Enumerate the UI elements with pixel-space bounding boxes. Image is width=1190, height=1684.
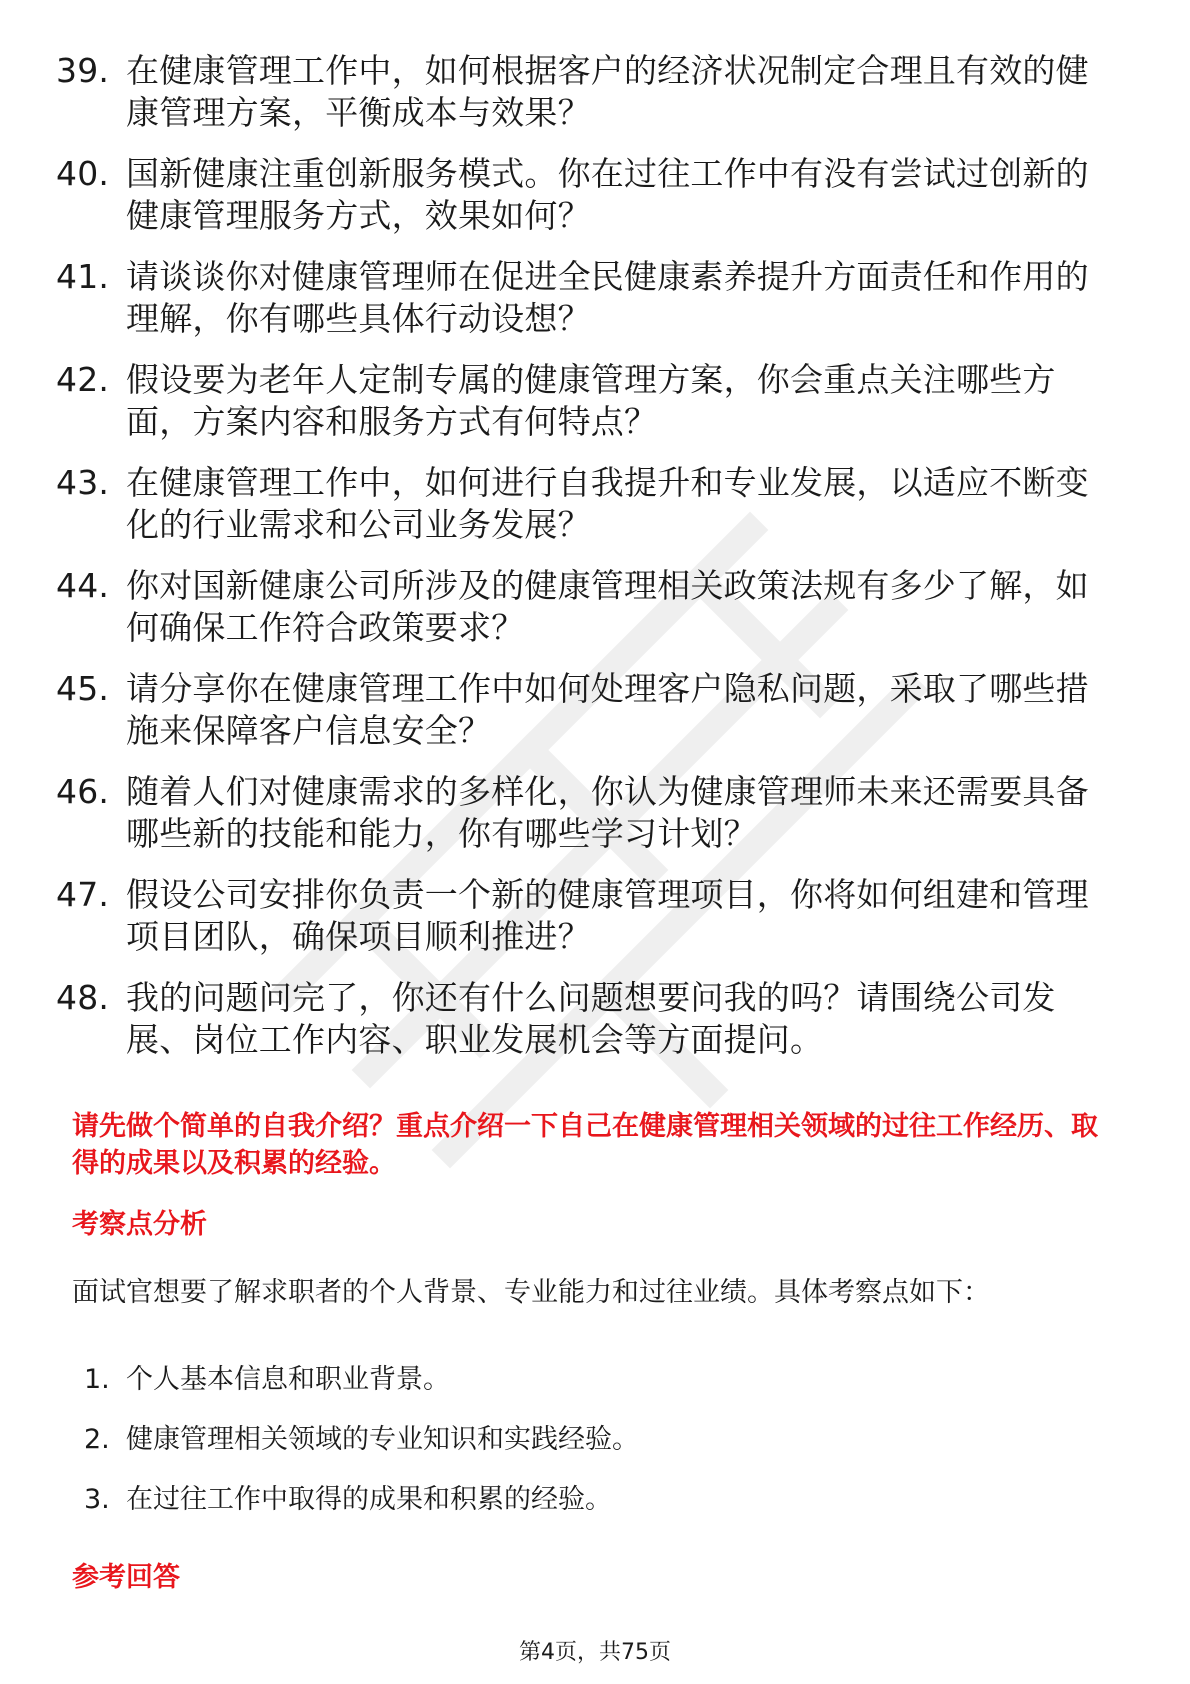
question-item xyxy=(56,50,1116,134)
analysis-intro: 面试官想要了解求职者的个人背景、专业能力和过往业绩。具体考察点如下： xyxy=(72,1277,990,1308)
point-number: 1. xyxy=(84,1364,110,1395)
analysis-point xyxy=(84,1422,639,1458)
question-item xyxy=(56,874,1116,958)
point-text: 在过往工作中取得的成果和积累的经验。 xyxy=(126,1484,612,1515)
question-number: 44. xyxy=(56,566,110,605)
question-number: 40. xyxy=(56,154,110,193)
highlighted-question: 请先做个简单的自我介绍？重点介绍一下自己在健康管理相关领域的过往工作经历、取得的成果以及积累的经验。 xyxy=(72,1111,1098,1179)
question-text: 在健康管理工作中，如何根据客户的经济状况制定合理且有效的健康管理方案，平衡成本与效果？ xyxy=(126,51,1089,132)
question-number: 42. xyxy=(56,360,110,399)
question-text: 随着人们对健康需求的多样化，你认为健康管理师未来还需要具备哪些新的技能和能力，你有哪些学习计划？ xyxy=(126,772,1089,853)
question-text: 国新健康注重创新服务模式。你在过往工作中有没有尝试过创新的健康管理服务方式，效果如何？ xyxy=(126,154,1089,235)
question-list xyxy=(56,50,1116,1080)
analysis-point xyxy=(84,1362,639,1398)
question-item xyxy=(56,359,1116,443)
question-text: 请谈谈你对健康管理师在促进全民健康素养提升方面责任和作用的理解，你有哪些具体行动设想？ xyxy=(126,257,1089,338)
question-number: 39. xyxy=(56,51,110,90)
question-number: 47. xyxy=(56,875,110,914)
question-item xyxy=(56,462,1116,546)
question-text: 假设要为老年人定制专属的健康管理方案，你会重点关注哪些方面，方案内容和服务方式有何特点？ xyxy=(126,360,1056,441)
question-item xyxy=(56,153,1116,237)
question-number: 46. xyxy=(56,772,110,811)
answer-heading: 参考回答 xyxy=(72,1562,180,1593)
question-text: 假设公司安排你负责一个新的健康管理项目，你将如何组建和管理项目团队，确保项目顺利推进？ xyxy=(126,875,1089,956)
question-number: 48. xyxy=(56,978,110,1017)
analysis-heading: 考察点分析 xyxy=(72,1209,207,1240)
point-number: 3. xyxy=(84,1484,110,1515)
page-footer: 第4页，共75页 xyxy=(519,1640,671,1665)
question-number: 45. xyxy=(56,669,110,708)
question-text: 你对国新健康公司所涉及的健康管理相关政策法规有多少了解，如何确保工作符合政策要求？ xyxy=(126,566,1089,647)
question-number: 41. xyxy=(56,257,110,296)
question-text: 请分享你在健康管理工作中如何处理客户隐私问题，采取了哪些措施来保障客户信息安全？ xyxy=(126,669,1089,750)
analysis-point-list xyxy=(84,1362,639,1542)
question-item xyxy=(56,565,1116,649)
question-item xyxy=(56,256,1116,340)
question-item xyxy=(56,668,1116,752)
point-text: 个人基本信息和职业背景。 xyxy=(126,1364,450,1395)
question-number: 43. xyxy=(56,463,110,502)
question-text: 在健康管理工作中，如何进行自我提升和专业发展，以适应不断变化的行业需求和公司业务发展？ xyxy=(126,463,1089,544)
question-item xyxy=(56,977,1116,1061)
point-number: 2. xyxy=(84,1424,110,1455)
question-text: 我的问题问完了，你还有什么问题想要问我的吗？请围绕公司发展、岗位工作内容、职业发展机会等方面提问。 xyxy=(126,978,1056,1059)
question-item xyxy=(56,771,1116,855)
point-text: 健康管理相关领域的专业知识和实践经验。 xyxy=(126,1424,639,1455)
analysis-point xyxy=(84,1482,639,1518)
